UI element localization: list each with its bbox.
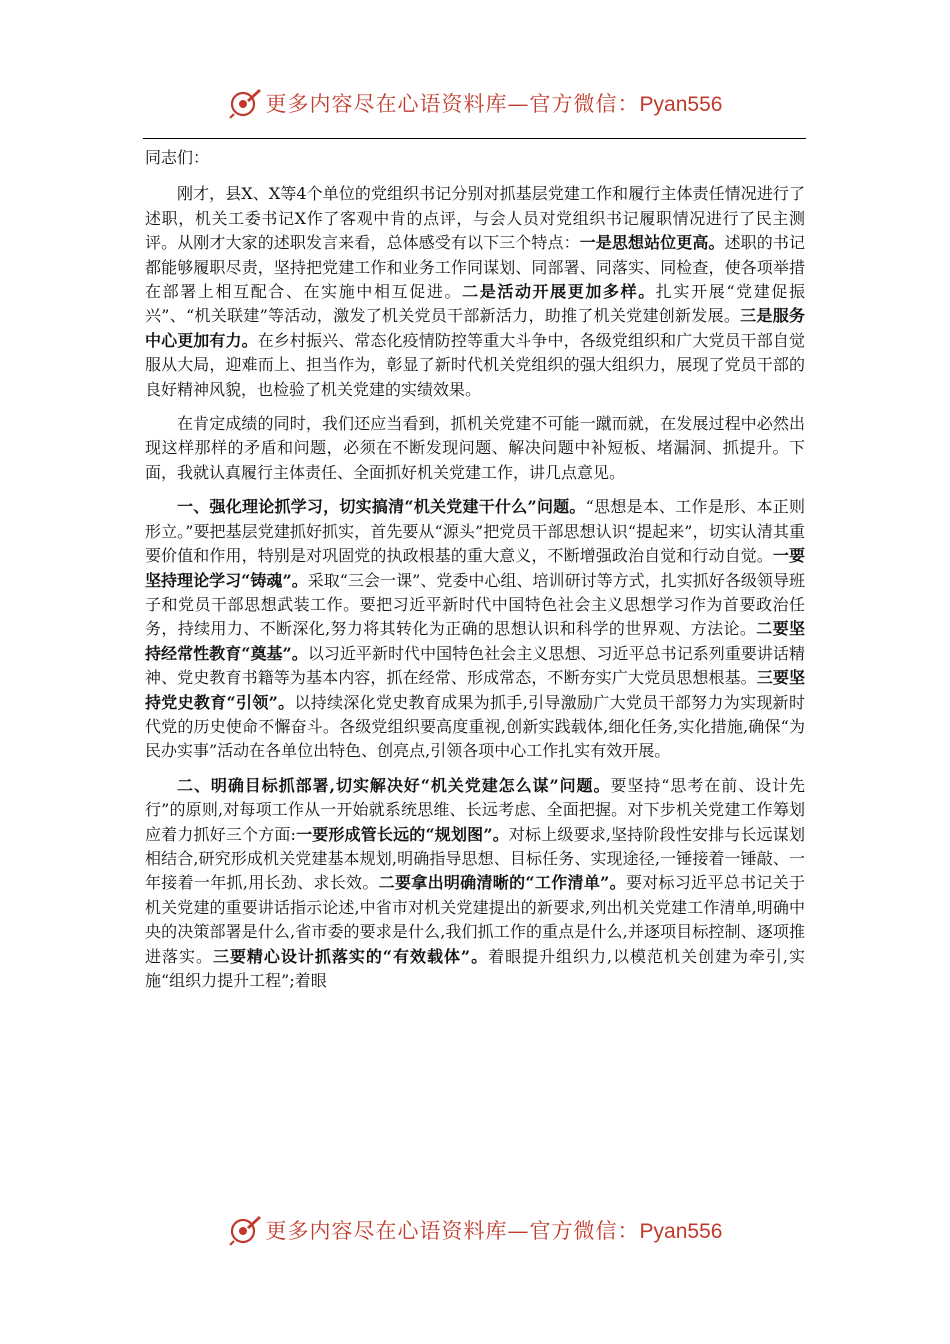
- banner-handle: Pyan556: [639, 93, 723, 116]
- header-rule: [143, 138, 806, 139]
- document-body: [145, 146, 805, 1003]
- paragraph-3: [145, 495, 805, 763]
- p3-text-1: “思想是本、工作是形、本正则形立。”要把基层党建抓好抓实，首先要从“源头”把党员干部思想认识“提起来”，切实认清其重要价值和作用，特别是对巩固党的执政根基的重大意义，不断增强政治自觉和行动自觉。: [145, 497, 805, 566]
- footer-banner: [0, 1210, 950, 1250]
- p4-point-3: 三要精心设计抓落实的“有效载体”。: [212, 946, 489, 966]
- pen-seal-logo-icon: [228, 86, 262, 120]
- header-banner: [0, 83, 950, 123]
- p1-point-1: 一是思想站位更高。: [579, 233, 725, 253]
- p3-point-2: 二要坚持经常性教育“奠基”。: [145, 619, 805, 663]
- paragraph-1: [145, 182, 805, 402]
- pen-seal-logo-icon: [228, 1213, 262, 1247]
- p1-point-2: 二是活动开展更加多样。: [462, 282, 656, 302]
- p4-text-4: 着眼提升组织力,以模范机关创建为牵引,实施“组织力提升工程”;着眼: [145, 946, 805, 990]
- banner-label: 更多内容尽在心语资料库—官方微信：: [265, 1219, 640, 1243]
- p1-text-3: 扎实开展“党建促振兴”、“机关联建”等活动，激发了机关党员干部新活力，助推了机关党建创新发展。: [145, 282, 805, 326]
- section-1-heading: 一、强化理论抓学习，切实搞清“机关党建干什么”问题。: [177, 497, 586, 517]
- p4-point-2: 二要拿出明确清晰的“工作清单”。: [378, 873, 626, 893]
- banner-text: [266, 88, 723, 118]
- p3-point-1: 一要坚持理论学习“铸魂”。: [145, 546, 805, 590]
- p3-point-3: 三要坚持党史教育“引领”。: [145, 668, 805, 712]
- p3-text-3: 以习近平新时代中国特色社会主义思想、习近平总书记系列重要讲话精神、党史教育书籍等为基本内容，抓在经常、形成常态，不断夯实广大党员思想根基。: [145, 643, 805, 688]
- paragraph-4: [145, 774, 805, 994]
- p3-text-4: 以持续深化党史教育成果为抓手,引导激励广大党员干部努力为实现新时代党的历史使命不懈奋斗。各级党组织要高度重视,创新实践载体,细化任务,实化措施,确保“为民办实事”活动在各单位出特色、创亮点,引领各项中心工作扎实有效开展。: [145, 692, 805, 761]
- banner-label: 更多内容尽在心语资料库—官方微信：: [265, 92, 640, 116]
- p3-text-2: 采取“三会一课”、党委中心组、培训研讨等方式，扎实抓好各级领导班子和党员干部思想武装工作。要把习近平新时代中国特色社会主义思想学习作为首要政治任务，持续用力、不断深化,努力将其转化为正确的思想认识和科学的世界观、方法论。: [145, 570, 805, 639]
- p1-point-3: 三是服务中心更加有力。: [145, 306, 805, 350]
- paragraph-2: 在肯定成绩的同时，我们还应当看到，抓机关党建不可能一蹴而就，在发展过程中必然出现这样那样的矛盾和问题，必须在不断发现问题、解决问题中补短板、堵漏洞、抓提升。下面，我就认真履行主体责任、全面抓好机关党建工作，讲几点意见。: [145, 414, 805, 482]
- section-2-heading: 二、明确目标抓部署,切实解决好“机关党建怎么谋”问题。: [177, 775, 611, 795]
- salutation: 同志们：: [145, 148, 210, 167]
- p4-point-1: 一要形成管长远的“规划图”。: [295, 824, 509, 844]
- p1-text-2: 述职的书记都能够履职尽责，坚持把党建工作和业务工作同谋划、同部署、同落实、同检查，使各项举措在部署上相互配合、在实施中相互促进。: [145, 233, 805, 302]
- p4-text-1: 要坚持“思考在前、设计先行”的原则,对每项工作从一开始就系统思维、长远考虑、全面把握。对下步机关党建工作筹划应着力抓好三个方面:: [145, 775, 805, 844]
- p4-text-2: 对标上级要求,坚持阶段性安排与长远谋划相结合,研究形成机关党建基本规划,明确指导思想、目标任务、实现途径,一锤接着一锤敲、一年接着一年抓,用长劲、求长效。: [145, 824, 805, 893]
- p1-text-4: 在乡村振兴、常态化疫情防控等重大斗争中，各级党组织和广大党员干部自觉服从大局，迎难而上、担当作为，彰显了新时代机关党组织的强大组织力，展现了党员干部的良好精神风貌，也检验了机关党建的实绩效果。: [145, 330, 805, 399]
- p1-text-1: 刚才，县X、X等4个单位的党组织书记分别对抓基层党建工作和履行主体责任情况进行了述职，机关工委书记X作了客观中肯的点评，与会人员对党组织书记履职情况进行了民主测评。从刚才大家的述职发言来看，总体感受有以下三个特点：: [145, 184, 805, 253]
- banner-handle: Pyan556: [639, 1220, 723, 1243]
- p4-text-3: 要对标习近平总书记关于机关党建的重要讲话指示论述,中省市对机关党建提出的新要求,列出机关党建工作清单,明确中央的决策部署是什么,省市委的要求是什么,我们抓工作的重点是什么,并逐项目标控制、逐项推进落实。: [145, 873, 805, 966]
- banner-text: [266, 1215, 723, 1245]
